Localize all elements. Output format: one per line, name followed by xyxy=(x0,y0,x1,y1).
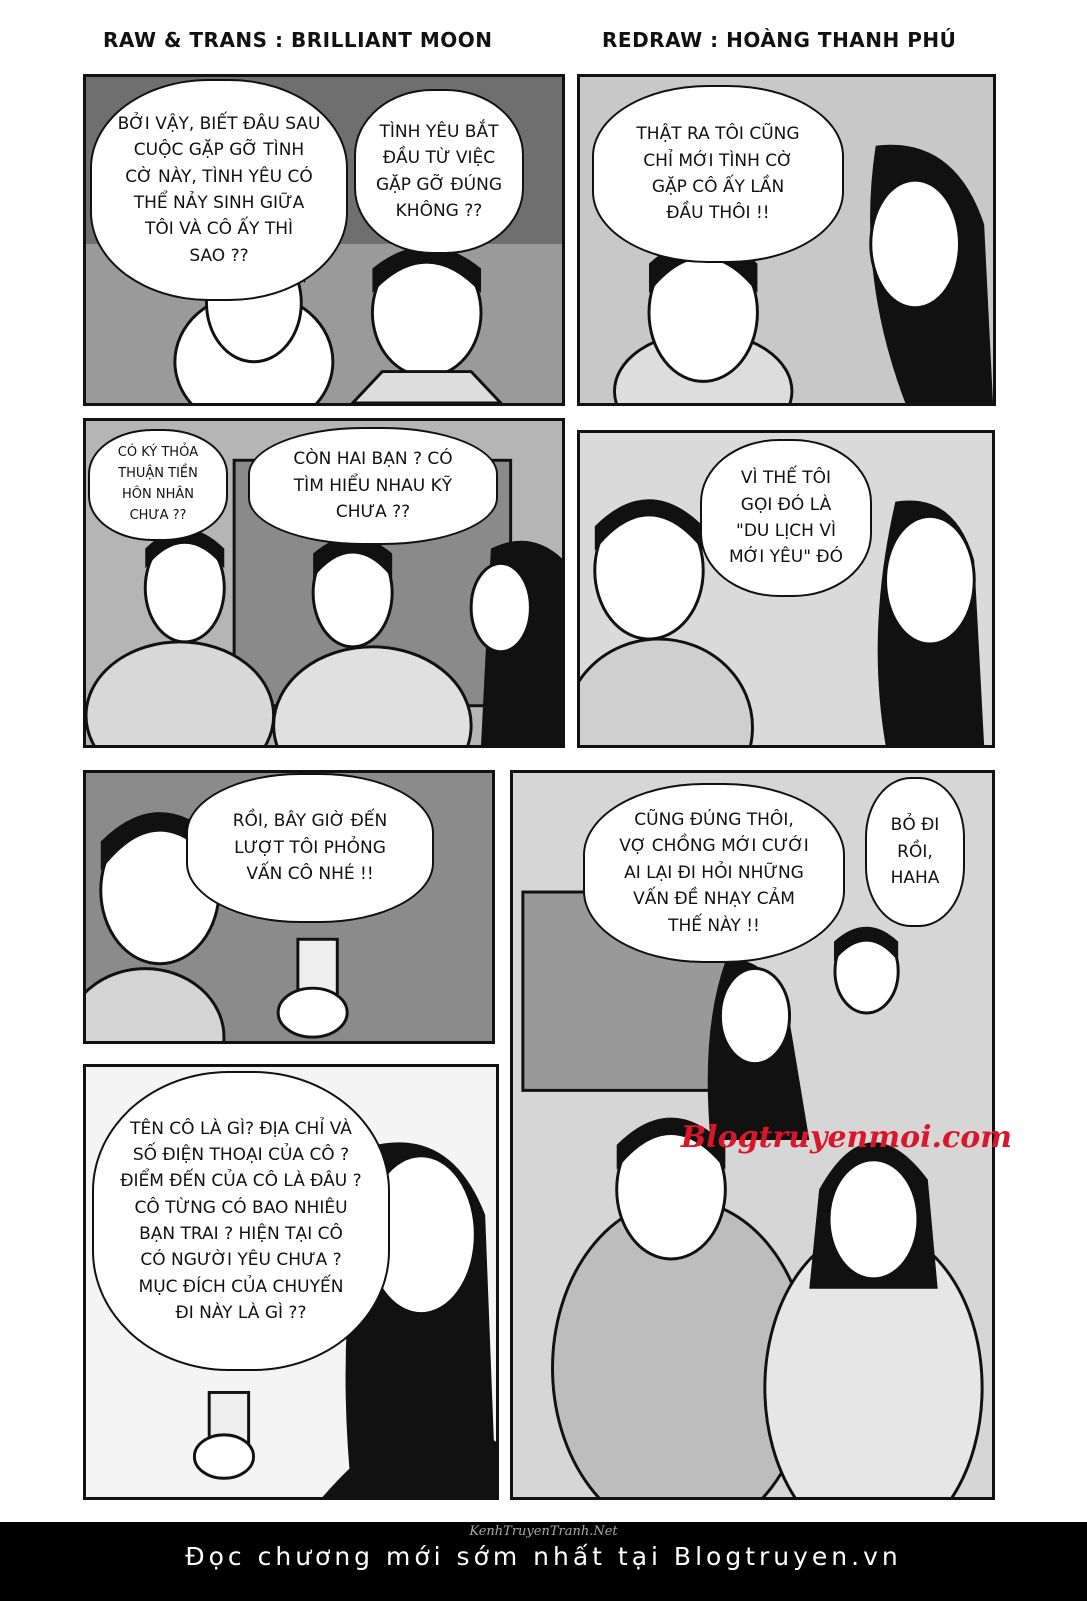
panel-7 xyxy=(83,1064,499,1500)
speech-bubble: TÌNH YÊU BẮT ĐẦU TỪ VIỆC GẶP GỠ ĐÚNG KHÔNG ?? xyxy=(354,89,524,254)
footer-text: Đọc chương mới sớm nhất tại Blogtruyen.vn xyxy=(185,1542,902,1571)
footer-small-watermark: KenhTruyenTranh.Net xyxy=(469,1524,618,1539)
site-watermark: Blogtruyenmoi.com xyxy=(680,1120,1012,1155)
speech-bubble: TÊN CÔ LÀ GÌ? ĐỊA CHỈ VÀ SỐ ĐIỆN THOẠI CỦA CÔ ? ĐIỂM ĐẾN CỦA CÔ LÀ ĐÂU ? CÔ TỪNG CÓ BAO NHIÊU BẠN TRAI ? HIỆN TẠI CÔ CÓ NGƯỜI YÊU CHƯA ? MỤC ĐÍCH CỦA CHUYẾN ĐI NÀY LÀ GÌ ?? xyxy=(92,1071,390,1371)
speech-bubble: RỒI, BÂY GIỜ ĐẾN LƯỢT TÔI PHỎNG VẤN CÔ NHÉ !! xyxy=(186,773,434,923)
footer-banner xyxy=(0,1522,1087,1601)
panel-1 xyxy=(83,74,565,406)
speech-bubble: CÒN HAI BẠN ? CÓ TÌM HIỂU NHAU KỸ CHƯA ?? xyxy=(248,427,498,545)
panel-2 xyxy=(577,74,996,406)
panel-3 xyxy=(83,418,565,748)
speech-bubble: VÌ THẾ TÔI GỌI ĐÓ LÀ "DU LỊCH VÌ MỚI YÊU" ĐÓ xyxy=(700,439,872,597)
right-credit: REDRAW : HOÀNG THANH PHÚ xyxy=(602,28,957,52)
speech-bubble: THẬT RA TÔI CŨNG CHỈ MỚI TÌNH CỜ GẶP CÔ ẤY LẦN ĐẦU THÔI !! xyxy=(592,85,844,263)
left-credit: RAW & TRANS : BRILLIANT MOON xyxy=(103,28,493,52)
speech-bubble: BỎ ĐI RỒI, HAHA xyxy=(865,777,965,927)
panel-5 xyxy=(83,770,495,1044)
speech-bubble: CŨNG ĐÚNG THÔI, VỢ CHỒNG MỚI CƯỚI AI LẠI ĐI HỎI NHỮNG VẤN ĐỀ NHẠY CẢM THẾ NÀY !! xyxy=(583,783,845,963)
speech-bubble: BỞI VẬY, BIẾT ĐÂU SAU CUỘC GẶP GỠ TÌNH CỜ NÀY, TÌNH YÊU CÓ THỂ NẢY SINH GIỮA TÔI VÀ CÔ ẤY THÌ SAO ?? xyxy=(90,79,348,301)
panel-4 xyxy=(577,430,995,748)
speech-bubble: CÓ KÝ THỎA THUẬN TIỀN HÔN NHÂN CHƯA ?? xyxy=(88,429,228,541)
